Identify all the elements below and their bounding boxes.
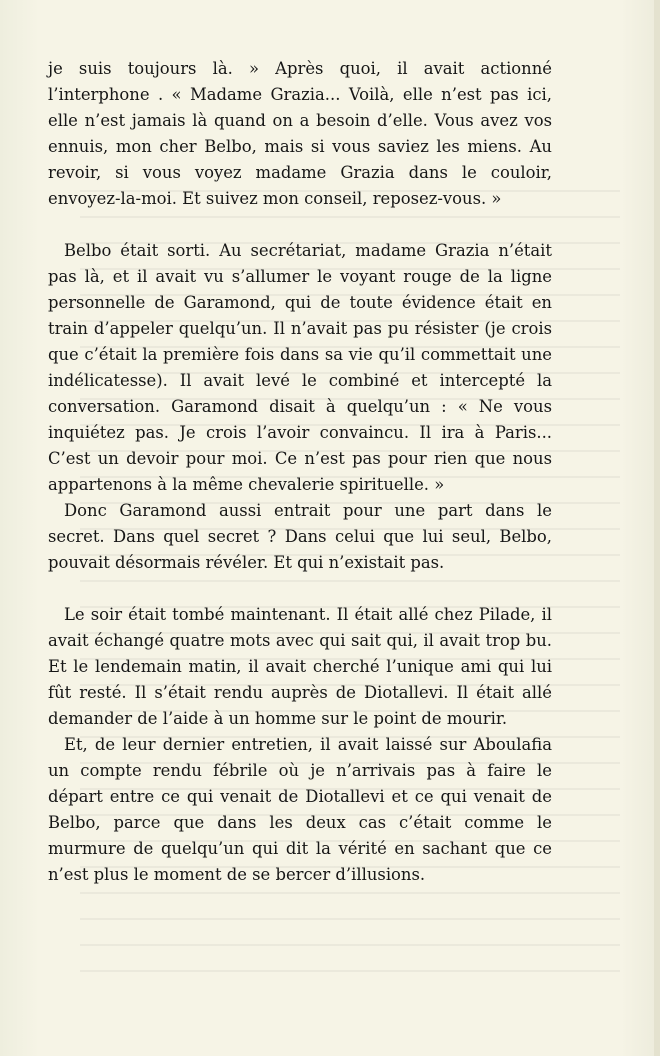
paragraph-1: je suis toujours là. » Après quoi, il avait actionné l’interphone . « Madame Grazia... Voilà, elle n’est pas ici, elle n’est jamais là quand on a besoin d’elle. Vous avez vos ennuis, mon cher Belbo, mais si vous saviez les miens. Au revoir, si vous voyez madame Grazia dans le couloir, envoyez-la-moi. Et suivez mon conseil, reposez-vous. » <box>48 59 552 208</box>
page-spine-edge <box>654 0 660 1056</box>
paragraph-5: Et, de leur dernier entretien, il avait laissé sur Aboulafia un compte rendu fébrile où je n’arrivais pas à faire le départ entre ce qui venait de Diotallevi et ce qui venait de Belbo, parce que dans les deux cas c’était comme le murmure de quelqu’un qui dit la vérité en sachant que ce n’est plus le moment de se bercer d’illusions. <box>48 735 552 884</box>
paragraph-3: Donc Garamond aussi entrait pour une part dans le secret. Dans quel secret ? Dans celui que lui seul, Belbo, pouvait désormais révéler. Et qui n’existait pas. <box>48 501 552 572</box>
paragraph-2: Belbo était sorti. Au secrétariat, madame Grazia n’était pas là, et il avait vu s’allumer le voyant rouge de la ligne personnelle de Garamond, qui de toute évidence était en train d’appeler quelqu’un. Il n’avait pas pu résister (je crois que c’était la première fois dans sa vie qu’il commettait une indélicatesse). Il avait levé le combiné et intercepté la conversation. Garamond disait à quelqu’un : « Ne vous inquiétez pas. Je crois l’avoir convaincu. Il ira à Paris... C’est un devoir pour moi. Ce n’est pas pour rien que nous appartenons à la même chevalerie spirituelle. » <box>48 241 552 494</box>
page-text <box>48 56 552 888</box>
paragraph-4: Le soir était tombé maintenant. Il était allé chez Pilade, il avait échangé quatre mots avec qui sait qui, il avait trop bu. Et le lendemain matin, il avait cherché l’unique ami qui lui fût resté. Il s’était rendu auprès de Diotallevi. Il était allé demander de l’aide à un homme sur le point de mourir. <box>48 605 552 728</box>
